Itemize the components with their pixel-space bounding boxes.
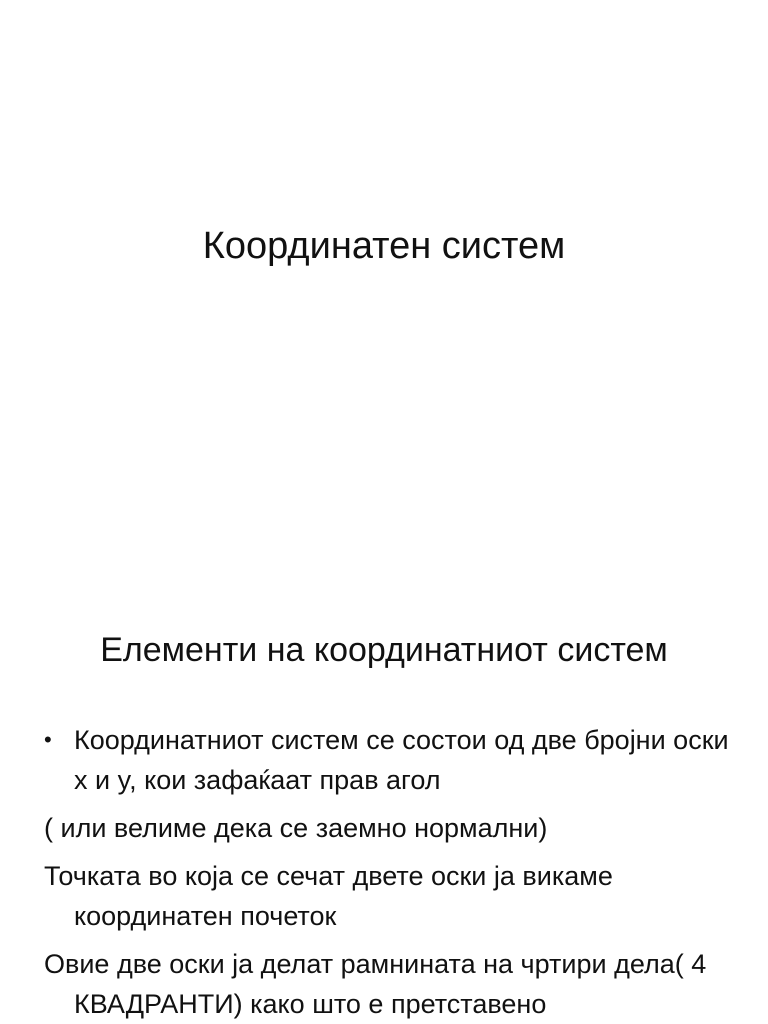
- slide-elements: [0, 576, 768, 1024]
- list-item: [44, 856, 734, 936]
- paragraph-text: Точката во која се сечат двете оски ја викаме координатен почеток: [44, 861, 613, 931]
- paragraph-text: Координатниот систем се состои од две бројни оски x и y, кои зафаќаат прав агол: [74, 725, 729, 795]
- list-item: [44, 944, 734, 1024]
- slide-body-text: [44, 720, 734, 1024]
- slide-title-heading: Координатен систем: [202, 225, 566, 267]
- slide-elements-heading: Елементи на координатниот систем: [100, 631, 668, 669]
- list-item: [44, 808, 734, 848]
- bullet-icon: •: [44, 727, 52, 752]
- list-item: [44, 720, 734, 800]
- paragraph-text: Овие две оски ја делат рамнината на чртири дела( 4 КВАДРАНТИ) како што е претставено: [44, 949, 707, 1019]
- paragraph-text: ( или велиме дека се заемно нормални): [44, 813, 548, 843]
